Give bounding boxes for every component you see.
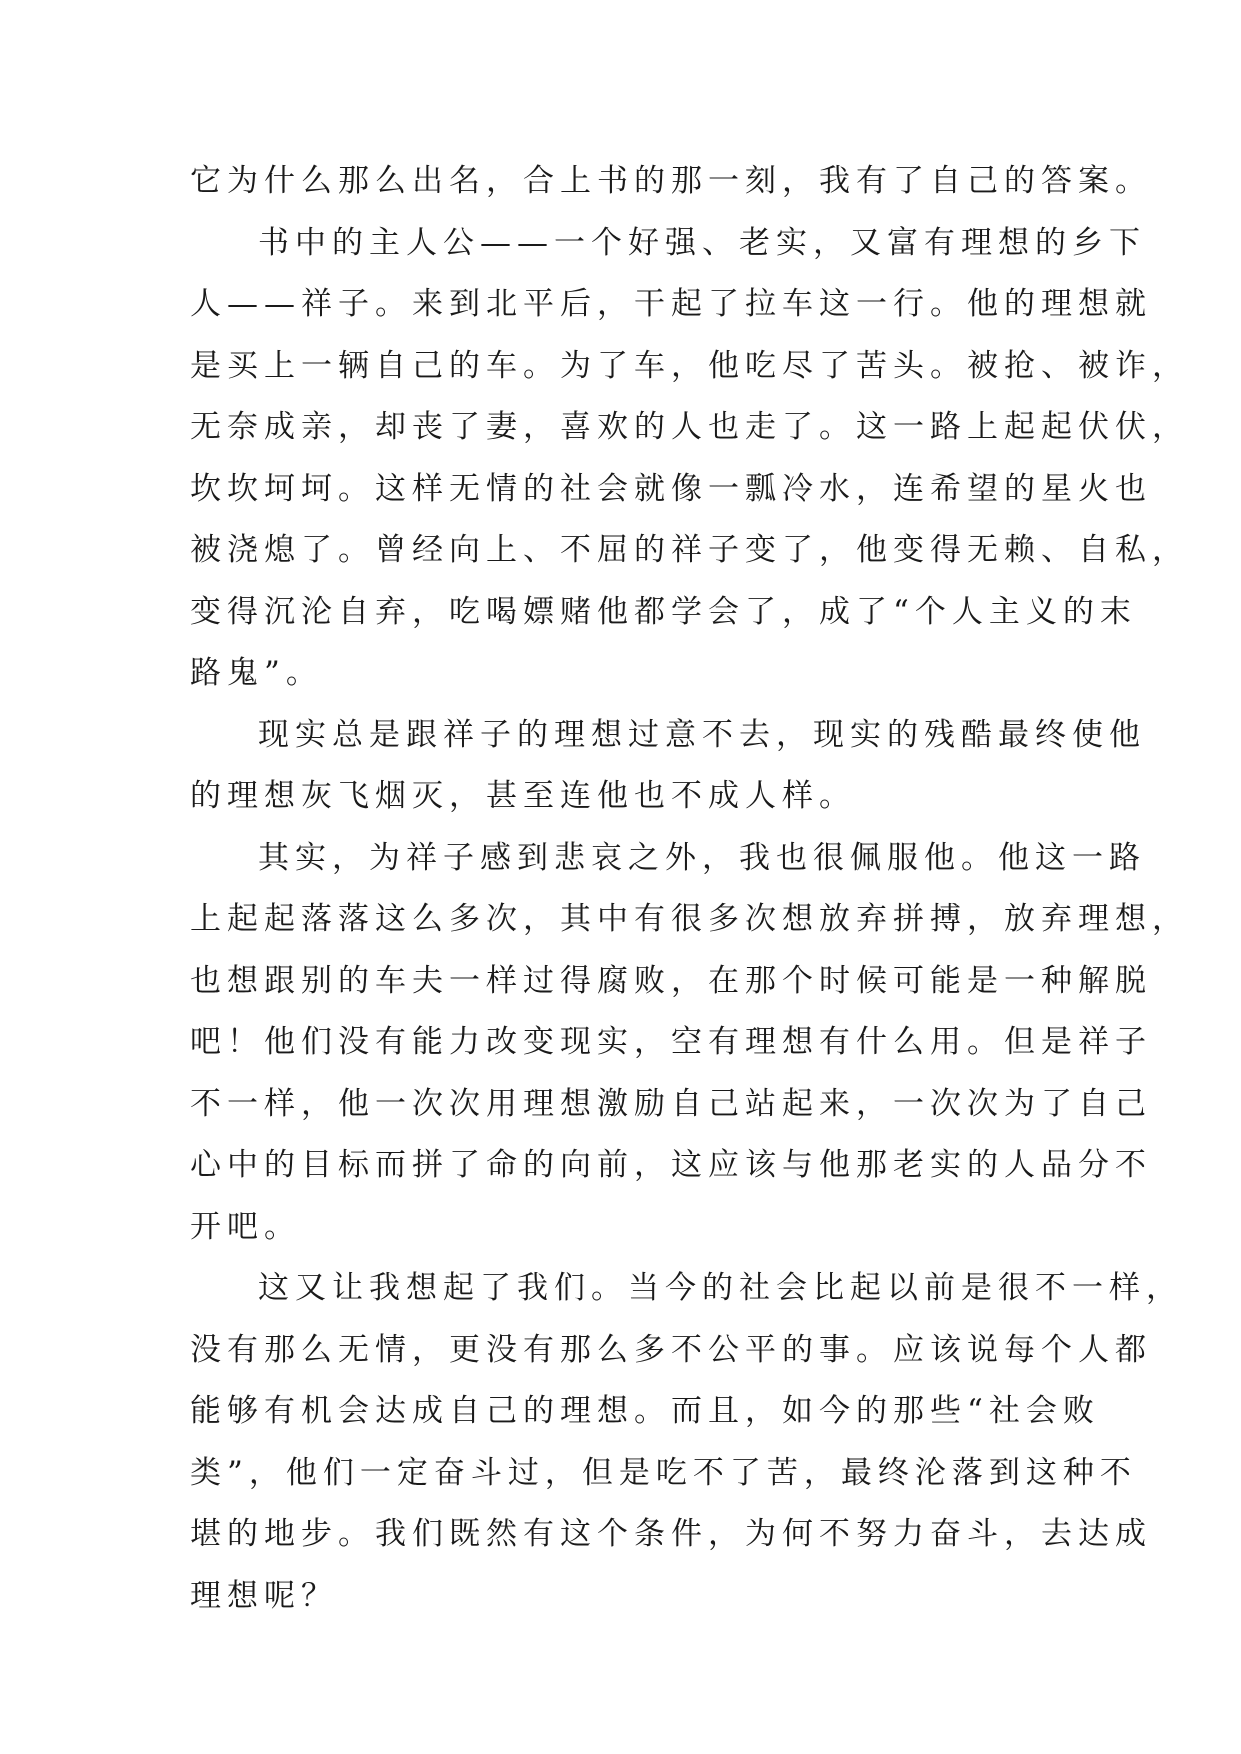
- text-line: 它为什么那么出名，合上书的那一刻，我有了自己的答案。: [190, 163, 1152, 199]
- text-line: 类”，他们一定奋斗过，但是吃不了苦，最终沦落到这种不: [190, 1454, 1137, 1491]
- paragraph-5: [190, 1258, 1183, 1627]
- text-line: 这又让我想起了我们。当今的社会比起以前是很不一样，: [258, 1270, 1183, 1306]
- text-line: 是买上一辆自己的车。为了车，他吃尽了苦头。被抢、被诈，: [190, 347, 1189, 384]
- paragraph-4: [190, 828, 1189, 1259]
- text-line: 也想跟别的车夫一样过得腐败，在那个时候可能是一种解脱: [190, 962, 1152, 999]
- text-line: 心中的目标而拼了命的向前，这应该与他那老实的人品分不: [190, 1147, 1152, 1183]
- text-line: 没有那么无情，更没有那么多不公平的事。应该说每个人都: [190, 1331, 1152, 1368]
- text-line: 不一样，他一次次用理想激励自己站起来，一次次为了自己: [190, 1085, 1152, 1122]
- text-line: 开吧。: [190, 1208, 301, 1245]
- paragraph-2: [190, 213, 1189, 705]
- text-line: 其实，为祥子感到悲哀之外，我也很佩服他。他这一路: [258, 839, 1146, 876]
- text-line: 变得沉沦自弃，吃喝嫖赌他都学会了，成了“个人主义的末: [190, 593, 1137, 630]
- text-line: 书中的主人公——一个好强、老实，又富有理想的乡下: [258, 224, 1146, 261]
- text-line: 上起起落落这么多次，其中有很多次想放弃拼搏，放弃理想，: [190, 901, 1189, 937]
- text-line: 坎坎坷坷。这样无情的社会就像一瓢冷水，连希望的星火也: [190, 470, 1152, 507]
- text-line: 路鬼”。: [190, 655, 323, 691]
- paragraph-1: [190, 151, 1152, 213]
- text-line: 现实总是跟祥子的理想过意不去，现实的残酷最终使他: [258, 716, 1146, 753]
- text-line: 堪的地步。我们既然有这个条件，为何不努力奋斗，去达成: [190, 1516, 1152, 1552]
- text-line: 能够有机会达成自己的理想。而且，如今的那些“社会败: [190, 1393, 1100, 1429]
- text-line: 人——祥子。来到北平后，干起了拉车这一行。他的理想就: [190, 286, 1152, 322]
- text-line: 理想呢？: [190, 1577, 338, 1614]
- text-line: 的理想灰飞烟灭，甚至连他也不成人样。: [190, 778, 856, 814]
- paragraph-3: [190, 705, 1146, 828]
- text-line: 无奈成亲，却丧了妻，喜欢的人也走了。这一路上起起伏伏，: [190, 409, 1189, 445]
- text-line: 被浇熄了。曾经向上、不屈的祥子变了，他变得无赖、自私，: [190, 532, 1189, 568]
- body-text: [190, 151, 1189, 1627]
- text-line: 吧！他们没有能力改变现实，空有理想有什么用。但是祥子: [190, 1024, 1152, 1060]
